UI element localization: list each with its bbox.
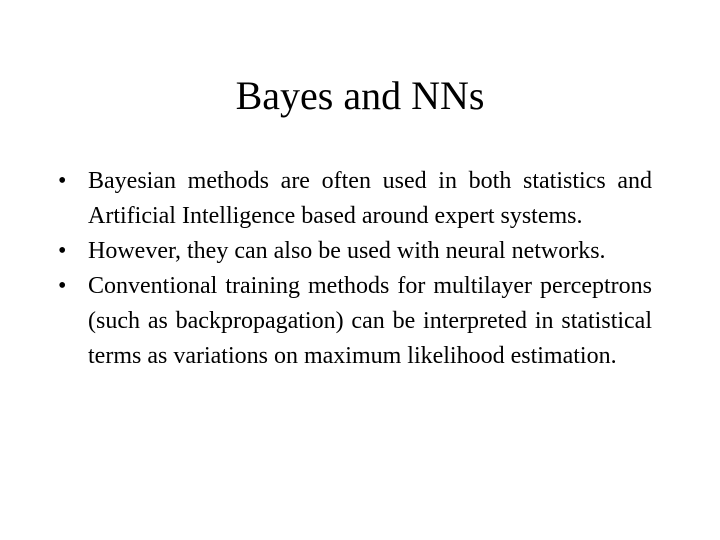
bullet-text: However, they can also be used with neural networks. [88, 238, 606, 264]
bullet-list [58, 164, 652, 374]
bullet-text: Bayesian methods are often used in both statistics and Artificial Intelligence based around expert systems. [88, 168, 652, 229]
slide-title: Bayes and NNs [235, 73, 485, 118]
bullet-item [58, 269, 652, 374]
bullet-item [58, 164, 652, 234]
bullet-icon: • [58, 168, 67, 194]
bullet-item [58, 234, 652, 269]
bullet-text: Conventional training methods for multilayer perceptrons (such as backpropagation) can be interpreted in statistical terms as variations on maximum likelihood estimation. [88, 273, 652, 369]
bullet-icon: • [58, 238, 67, 264]
bullet-icon: • [58, 273, 67, 299]
